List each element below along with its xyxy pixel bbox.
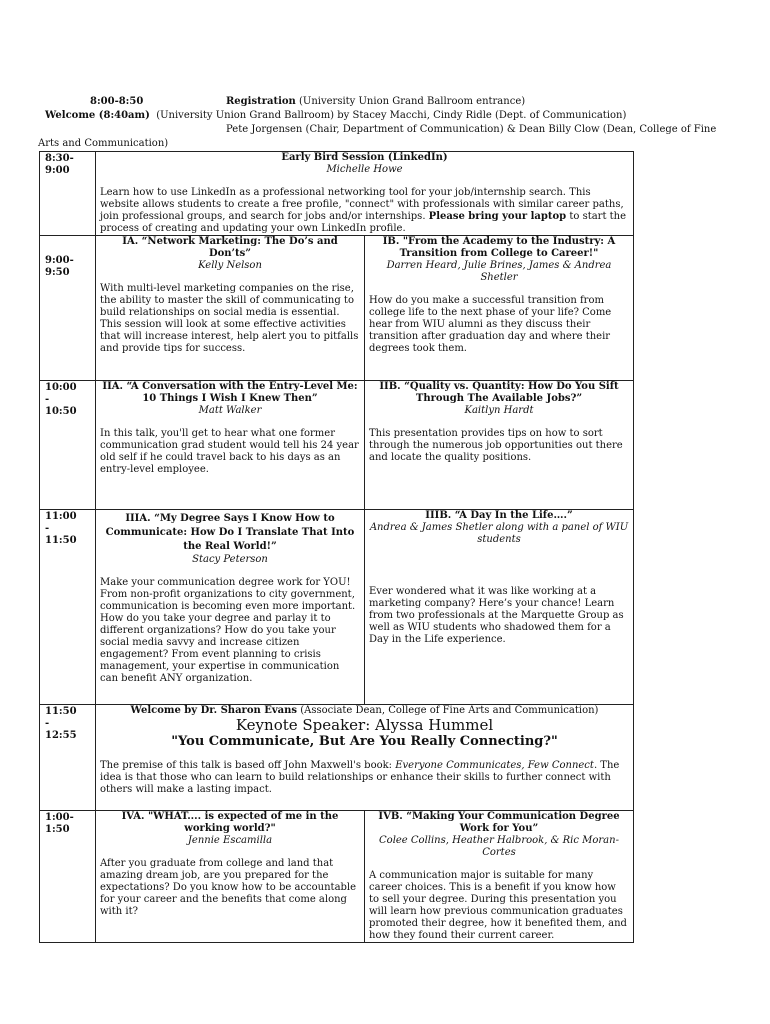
time-cell: 11:00 - 11:50 <box>40 510 96 705</box>
session-description: After you graduate from college and land that amazing dream job, are you prepared for the expectations? Do you know how to be accountable for your career and the benefits that come along with it? <box>100 858 357 917</box>
session-description: In this talk, you'll get to hear what one former communication grad student would tell his 24 year old self if he could travel back to his days as an entry-level employee. <box>100 428 359 475</box>
schedule-row-session-2 <box>40 381 634 510</box>
session-speaker: Stacy Peterson <box>192 554 268 565</box>
session-title: IIA. “A Conversation with the Entry-Level Me: 10 Things I Wish I Knew Then” <box>102 381 358 404</box>
session-title: IA. “Network Marketing: The Do’s and Don’ts” <box>122 236 338 259</box>
time-cell: 1:00- 1:50 <box>40 811 96 943</box>
session-cell-b <box>365 381 634 510</box>
session-description: How do you make a successful transition from college life to the next phase of your life? Come hear from WIU alumni as they discuss their transition after graduation day and where their degrees took them. <box>369 295 612 354</box>
session-description: A communication major is suitable for many career choices. This is a benefit if you know how to sell your degree. During this presentation you will learn how previous communication graduates promoted their degree, how it benefited them, and how they found their current career. <box>369 870 627 941</box>
session-speaker: Jennie Escamilla <box>187 835 273 846</box>
session-speaker: Kaitlyn Hardt <box>464 405 534 416</box>
time-cell: 9:00- 9:50 <box>40 236 96 381</box>
session-title: IVA. "WHAT.... is expected of me in the working world?" <box>121 811 339 834</box>
session-cell-b <box>365 236 634 381</box>
session-title: IVB. “Making Your Communication Degree Work for You” <box>378 811 620 834</box>
session-speaker: Colee Collins, Heather Halbrook, & Ric Moran-Cortes <box>379 835 619 858</box>
session-description: This presentation provides tips on how to sort through the numerous job opportunities out there and locate the quality positions. <box>369 428 623 463</box>
welcome-line-2: Pete Jorgensen (Chair, Department of Communication) & Dean Billy Clow (Dean, College of Fine <box>226 124 717 135</box>
session-speaker: Matt Walker <box>198 405 262 416</box>
session-cell-a <box>96 811 365 943</box>
schedule-row-session-3 <box>40 510 634 705</box>
session-cell <box>96 152 634 236</box>
session-speaker: Darren Heard, Julie Brines, James & Andrea Shetler <box>386 260 612 283</box>
session-title: IIIA. “My Degree Says I Know How to Communicate: How Do I Translate That Into the Real World!” <box>105 513 355 552</box>
session-title: IB. "From the Academy to the Industry: A Transition from College to Career!" <box>382 236 616 259</box>
keynote-welcome: Welcome by Dr. Sharon Evans (Associate Dean, College of Fine Arts and Communication) <box>130 705 599 716</box>
schedule-row-keynote <box>40 705 634 811</box>
session-speaker: Andrea & James Shetler along with a panel of WIU students <box>369 522 629 545</box>
time-cell: 11:50 - 12:55 <box>40 705 96 811</box>
schedule-row-session-4 <box>40 811 634 943</box>
time-cell: 10:00 - 10:50 <box>40 381 96 510</box>
session-speaker: Kelly Nelson <box>198 260 262 271</box>
registration-time: 8:00-8:50 <box>90 96 144 107</box>
session-description: Ever wondered what it was like working at a marketing company? Here’s your chance! Learn from two professionals at the Marquette Group as well as WIU students who shadowed them for a Day in the Life experience. <box>369 586 624 645</box>
welcome-line: Welcome (8:40am) (University Union Grand Ballroom) by Stacey Macchi, Cindy Ridle (Dept. of Communication) <box>45 110 627 121</box>
session-cell-a <box>96 381 365 510</box>
schedule-table <box>39 151 634 943</box>
keynote-cell <box>96 705 634 811</box>
schedule-row-session-1 <box>40 236 634 381</box>
session-cell-a <box>96 510 365 705</box>
schedule-row-early-bird <box>40 152 634 236</box>
keynote-title: "You Communicate, But Are You Really Connecting?" <box>171 734 558 749</box>
session-title: IIB. “Quality vs. Quantity: How Do You Sift Through The Available Jobs?” <box>379 381 619 404</box>
keynote-speaker: Keynote Speaker: Alyssa Hummel <box>235 716 494 734</box>
session-description: Learn how to use LinkedIn as a professional networking tool for your job/internship search. This website allows students to create a free profile, "connect" with professionals with similar career paths, join professional groups, and search for jobs and/or internships. Please bring your laptop to start the process of creating and updating your own LinkedIn profile. <box>100 187 627 234</box>
session-title: IIIB. “A Day In the Life….” <box>425 510 573 521</box>
registration-line: Registration (University Union Grand Ballroom entrance) <box>226 96 526 107</box>
keynote-description: The premise of this talk is based off John Maxwell's book: Everyone Communicates, Few Connect. The idea is that those who can learn to build relationships or enhance their skills to further connect with others will make a lasting impact. <box>100 760 620 795</box>
welcome-line-3: Arts and Communication) <box>38 138 169 149</box>
time-cell: 8:30- 9:00 <box>40 152 96 236</box>
session-cell-b <box>365 510 634 705</box>
session-title: Early Bird Session (LinkedIn) <box>281 152 448 163</box>
session-description: Make your communication degree work for YOU! From non-profit organizations to city government, communication is becoming even more important. How do you take your degree and parlay it to different organizations? How do you take your social media savvy and increase citizen engagement? From event planning to crisis management, your expertise in communication can benefit ANY organization. <box>100 577 356 684</box>
session-speaker: Michelle Howe <box>326 164 403 175</box>
session-cell-a <box>96 236 365 381</box>
session-cell-b <box>365 811 634 943</box>
session-description: With multi-level marketing companies on the rise, the ability to master the skill of communicating to build relationships on social media is essential. This session will look at some effective activities that will increase interest, help alert you to pitfalls and provide tips for success. <box>100 283 359 354</box>
